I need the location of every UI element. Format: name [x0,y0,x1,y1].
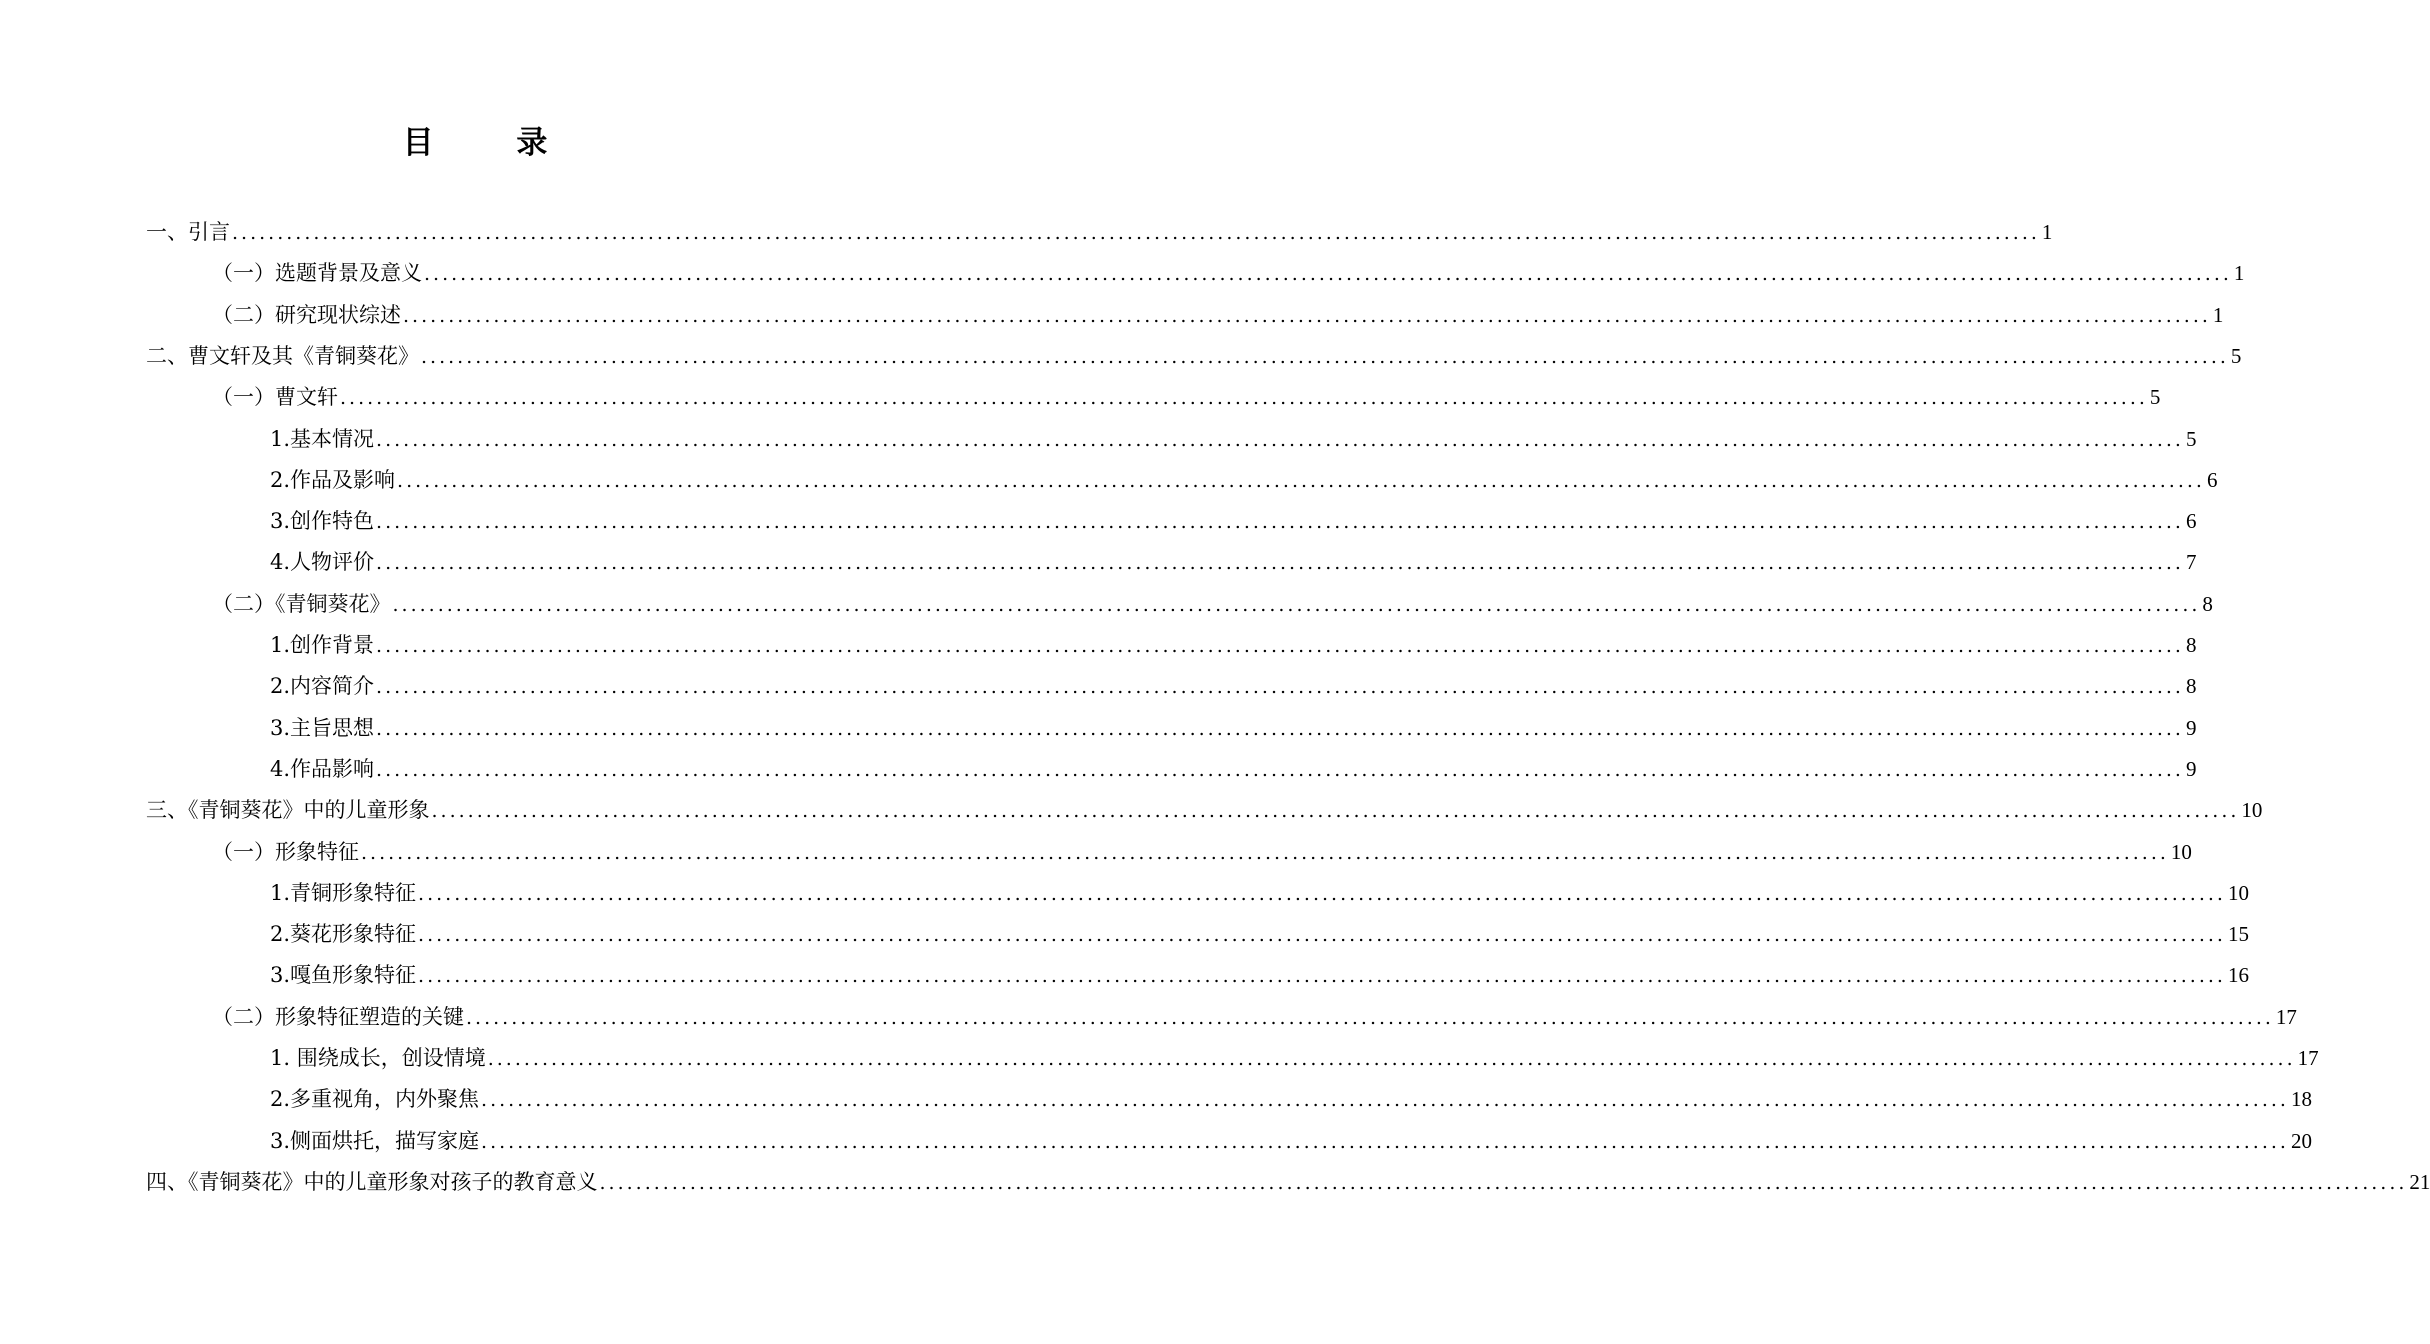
toc-entry-page-number: 7 [2185,550,2197,574]
toc-dot-leader: ........................................................................................................................................................................................................ [418,883,2226,905]
toc-entry-label: 二、曹文轩及其《青铜葵花》 [146,344,419,368]
toc-entry-label: （二）《青铜葵花》 [212,592,391,616]
toc-entry-page-number: 9 [2185,757,2197,781]
toc-dot-leader: ........................................................................................................................................................................................................ [418,965,2226,987]
toc-entry-label: 1.基本情况 [270,427,375,451]
toc-dot-leader: ........................................................................................................................................................................................................ [392,594,2201,616]
toc-entry-page-number: 10 [2227,881,2249,905]
toc-dot-leader: ........................................................................................................................................................................................................ [487,1048,2296,1070]
toc-dot-leader: ........................................................................................................................................................................................................ [599,1172,2408,1194]
toc-entry-page-number: 17 [2297,1046,2319,1070]
toc-dot-leader: ........................................................................................................................................................................................................ [340,387,2148,409]
toc-entry[interactable] [270,625,2197,659]
toc-entry[interactable] [270,1038,2319,1072]
toc-entry[interactable] [270,1121,2312,1155]
toc-dot-leader: ........................................................................................................................................................................................................ [232,222,2040,244]
toc-dot-leader: ........................................................................................................................................................................................................ [421,346,2229,368]
toc-entry[interactable] [212,832,2192,866]
toc-entry[interactable] [270,460,2218,494]
toc-entry-label: 2.多重视角，内外聚焦 [270,1087,480,1111]
toc-entry-page-number: 1 [2041,220,2053,244]
toc-entry[interactable] [270,873,2249,907]
toc-entry-page-number: 20 [2290,1129,2312,1153]
toc-entry-label: （二）研究现状综述 [212,303,401,327]
toc-entry[interactable] [212,295,2224,329]
toc-dot-leader: ........................................................................................................................................................................................................ [418,924,2226,946]
toc-dot-leader: ........................................................................................................................................................................................................ [481,1131,2289,1153]
toc-entry-label: （一）形象特征 [212,840,359,864]
toc-entry-page-number: 8 [2185,633,2197,657]
toc-dot-leader: ........................................................................................................................................................................................................ [376,635,2184,657]
toc-entry-page-number: 21 [2409,1170,2430,1194]
toc-dot-leader: ........................................................................................................................................................................................................ [403,305,2211,327]
toc-entry-label: 4.作品影响 [270,757,375,781]
toc-dot-leader: ........................................................................................................................................................................................................ [481,1089,2289,1111]
toc-entry-label: （一）曹文轩 [212,385,338,409]
toc-entry[interactable] [270,666,2197,700]
toc-entry-label: 1.创作背景 [270,633,375,657]
toc-entry-label: 1.青铜形象特征 [270,881,417,905]
toc-entry-label: （一）选题背景及意义 [212,261,422,285]
toc-entry-label: 一、引言 [146,220,230,244]
toc-entry-page-number: 1 [2212,303,2224,327]
toc-dot-leader: ........................................................................................................................................................................................................ [376,552,2184,574]
toc-dot-leader: ........................................................................................................................................................................................................ [376,511,2184,533]
toc-entry-label: 4.人物评价 [270,550,375,574]
toc-entry-page-number: 1 [2233,261,2245,285]
toc-entry[interactable] [146,212,2053,246]
toc-entry-page-number: 6 [2185,509,2197,533]
toc-entry-page-number: 15 [2227,922,2249,946]
toc-entry-label: 2.葵花形象特征 [270,922,417,946]
toc-entry[interactable] [146,1162,2430,1196]
toc-dot-leader: ........................................................................................................................................................................................................ [376,429,2184,451]
toc-dot-leader: ........................................................................................................................................................................................................ [361,842,2169,864]
toc-dot-leader: ........................................................................................................................................................................................................ [376,676,2184,698]
toc-entry[interactable] [270,419,2197,453]
toc-entry-label: （二）形象特征塑造的关键 [212,1005,464,1029]
toc-dot-leader: ........................................................................................................................................................................................................ [424,263,2232,285]
toc-entry-page-number: 5 [2230,344,2242,368]
toc-entry-page-number: 10 [2241,798,2263,822]
toc-entry[interactable] [270,955,2249,989]
toc-entry[interactable] [270,542,2197,576]
toc-entry[interactable] [270,1079,2312,1113]
toc-dot-leader: ........................................................................................................................................................................................................ [376,759,2184,781]
toc-entry[interactable] [212,253,2245,287]
toc-dot-leader: ........................................................................................................................................................................................................ [397,470,2205,492]
toc-entry-label: 3.主旨思想 [270,716,375,740]
toc-entry-label: 3.创作特色 [270,509,375,533]
toc-entry[interactable] [270,501,2197,535]
toc-entry[interactable] [146,336,2242,370]
toc-entry[interactable] [270,749,2197,783]
toc-entry[interactable] [270,914,2249,948]
toc-entry-page-number: 5 [2185,427,2197,451]
toc-entry[interactable] [146,790,2263,824]
toc-entry-page-number: 9 [2185,716,2197,740]
toc-entry-page-number: 16 [2227,963,2249,987]
toc-title: 目 录 [402,125,584,161]
toc-entry-label: 三、《青铜葵花》中的儿童形象 [146,798,430,822]
toc-entry-label: 2.作品及影响 [270,468,396,492]
toc-dot-leader: ........................................................................................................................................................................................................ [431,800,2240,822]
toc-entry-page-number: 6 [2206,468,2218,492]
toc-entry[interactable] [212,377,2161,411]
toc-entry[interactable] [212,584,2213,618]
toc-entry-label: 四、《青铜葵花》中的儿童形象对孩子的教育意义 [146,1170,598,1194]
toc-entry-page-number: 5 [2149,385,2161,409]
toc-entry[interactable] [212,997,2297,1031]
toc-entry-page-number: 10 [2170,840,2192,864]
toc-entry-label: 3.侧面烘托，描写家庭 [270,1129,480,1153]
toc-dot-leader: ........................................................................................................................................................................................................ [466,1007,2274,1029]
toc-entry-page-number: 8 [2185,674,2197,698]
toc-dot-leader: ........................................................................................................................................................................................................ [376,718,2184,740]
toc-entry-label: 3.嘎鱼形象特征 [270,963,417,987]
toc-entry-page-number: 8 [2202,592,2213,616]
toc-entry[interactable] [270,708,2197,742]
toc-entry-page-number: 17 [2275,1005,2297,1029]
toc-entry-label: 2.内容简介 [270,674,375,698]
toc-entry-label: 1. 围绕成长，创设情境 [270,1046,486,1070]
toc-entry-page-number: 18 [2290,1087,2312,1111]
